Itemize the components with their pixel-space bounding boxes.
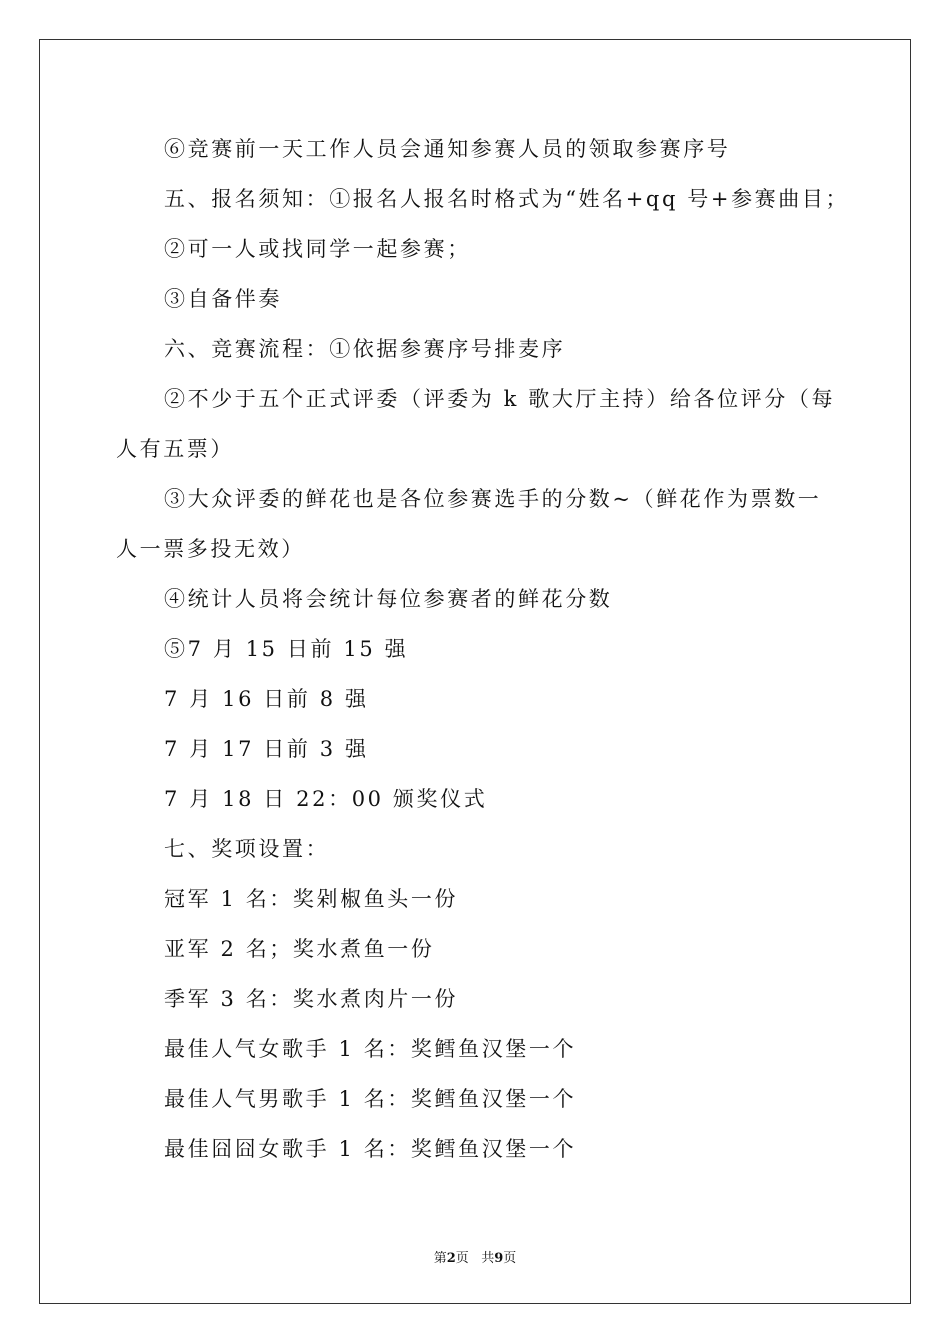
text-line: ④统计人员将会统计每位参赛者的鲜花分数 <box>164 587 613 611</box>
text-line: 人一票多投无效） <box>116 537 305 561</box>
text-line: 冠军 1 名：奖剁椒鱼头一份 <box>164 887 459 911</box>
text-line: 亚军 2 名；奖水煮鱼一份 <box>164 937 435 961</box>
text-line: ⑥竞赛前一天工作人员会通知参赛人员的领取参赛序号 <box>164 137 731 161</box>
total-suffix: 页 <box>503 1251 517 1266</box>
page-suffix: 页 <box>455 1251 469 1266</box>
text-line: 最佳囧囧女歌手 1 名：奖鳕鱼汉堡一个 <box>164 1137 577 1161</box>
text-line: 最佳人气女歌手 1 名：奖鳕鱼汉堡一个 <box>164 1037 577 1061</box>
text-line: ②不少于五个正式评委（评委为 k 歌大厅主持）给各位评分（每 <box>164 387 836 411</box>
text-line: 7 月 16 日前 8 强 <box>164 687 369 711</box>
text-line: 7 月 18 日 22：00 颁奖仪式 <box>164 787 488 811</box>
text-line: ⑤7 月 15 日前 15 强 <box>164 637 409 661</box>
text-line: 七、奖项设置： <box>164 837 330 861</box>
text-line: 最佳人气男歌手 1 名：奖鳕鱼汉堡一个 <box>164 1087 577 1111</box>
total-prefix: 共 <box>481 1251 495 1266</box>
page-prefix: 第 <box>433 1251 447 1266</box>
text-line: ③大众评委的鲜花也是各位参赛选手的分数~（鲜花作为票数一 <box>164 487 822 511</box>
page-total: 9 <box>494 1251 504 1266</box>
text-line: 7 月 17 日前 3 强 <box>164 737 369 761</box>
page-current: 2 <box>446 1251 456 1266</box>
document-body <box>116 124 850 1174</box>
page-footer <box>0 1247 950 1266</box>
text-line: 人有五票） <box>116 437 234 461</box>
text-line: 季军 3 名：奖水煮肉片一份 <box>164 987 459 1011</box>
text-line: ②可一人或找同学一起参赛； <box>164 237 471 261</box>
text-line: 五、报名须知：①报名人报名时格式为“姓名+qq 号+参赛曲目； <box>164 187 850 211</box>
text-line: 六、竞赛流程：①依据参赛序号排麦序 <box>164 337 566 361</box>
text-line: ③自备伴奏 <box>164 287 282 311</box>
